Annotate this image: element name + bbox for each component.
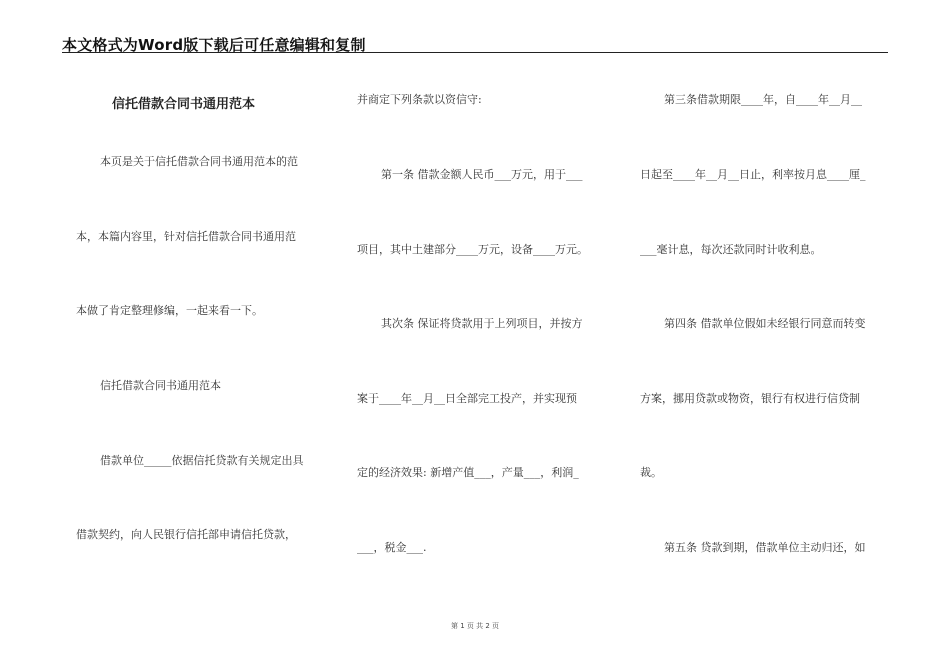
left-line-4: 信托借款合同书通用范本 xyxy=(100,379,221,392)
middle-line-7: ___，税金___. xyxy=(357,541,427,554)
middle-line-1: 并商定下列条款以资信守: xyxy=(357,93,482,106)
middle-line-6: 定的经济效果: 新增产值___，产量___，利润_ xyxy=(357,466,579,479)
right-line-5: 方案，挪用贷款或物资，银行有权进行信贷制 xyxy=(640,392,860,405)
right-line-6: 裁。 xyxy=(640,466,662,479)
header-banner: 本文格式为Word版下载后可任意编辑和复制 xyxy=(62,36,366,54)
document-title: 信托借款合同书通用范本 xyxy=(112,97,256,112)
right-line-3: ___毫计息，每次还款同时计收利息。 xyxy=(640,243,822,256)
middle-line-4: 其次条 保证将贷款用于上列项目，并按方 xyxy=(381,317,583,330)
right-column xyxy=(640,0,890,672)
left-line-2: 本，本篇内容里，针对信托借款合同书通用范 xyxy=(76,230,296,243)
left-line-5: 借款单位_____依据信托贷款有关规定出具 xyxy=(100,454,304,467)
middle-line-2: 第一条 借款金额人民币___万元，用于___ xyxy=(381,168,583,181)
left-line-6: 借款契约，向人民银行信托部申请信托贷款， xyxy=(76,528,296,541)
middle-line-3: 项目，其中土建部分____万元，设备____万元。 xyxy=(357,243,588,256)
page-footer: 第 1 页 共 2 页 xyxy=(450,622,500,630)
left-column xyxy=(76,0,326,672)
right-line-1: 第三条借款期限____年，自____年__月__ xyxy=(664,93,862,106)
right-line-7: 第五条 贷款到期，借款单位主动归还，如 xyxy=(664,541,866,554)
middle-column xyxy=(357,0,609,672)
left-line-3: 本做了肯定整理修编，一起来看一下。 xyxy=(76,304,263,317)
right-line-4: 第四条 借款单位假如未经银行同意而转变 xyxy=(664,317,866,330)
left-line-1: 本页是关于信托借款合同书通用范本的范 xyxy=(100,155,298,168)
middle-line-5: 案于____年__月__日全部完工投产，并实现预 xyxy=(357,392,577,405)
right-line-2: 日起至____年__月__日止，利率按月息____厘_ xyxy=(640,168,866,181)
